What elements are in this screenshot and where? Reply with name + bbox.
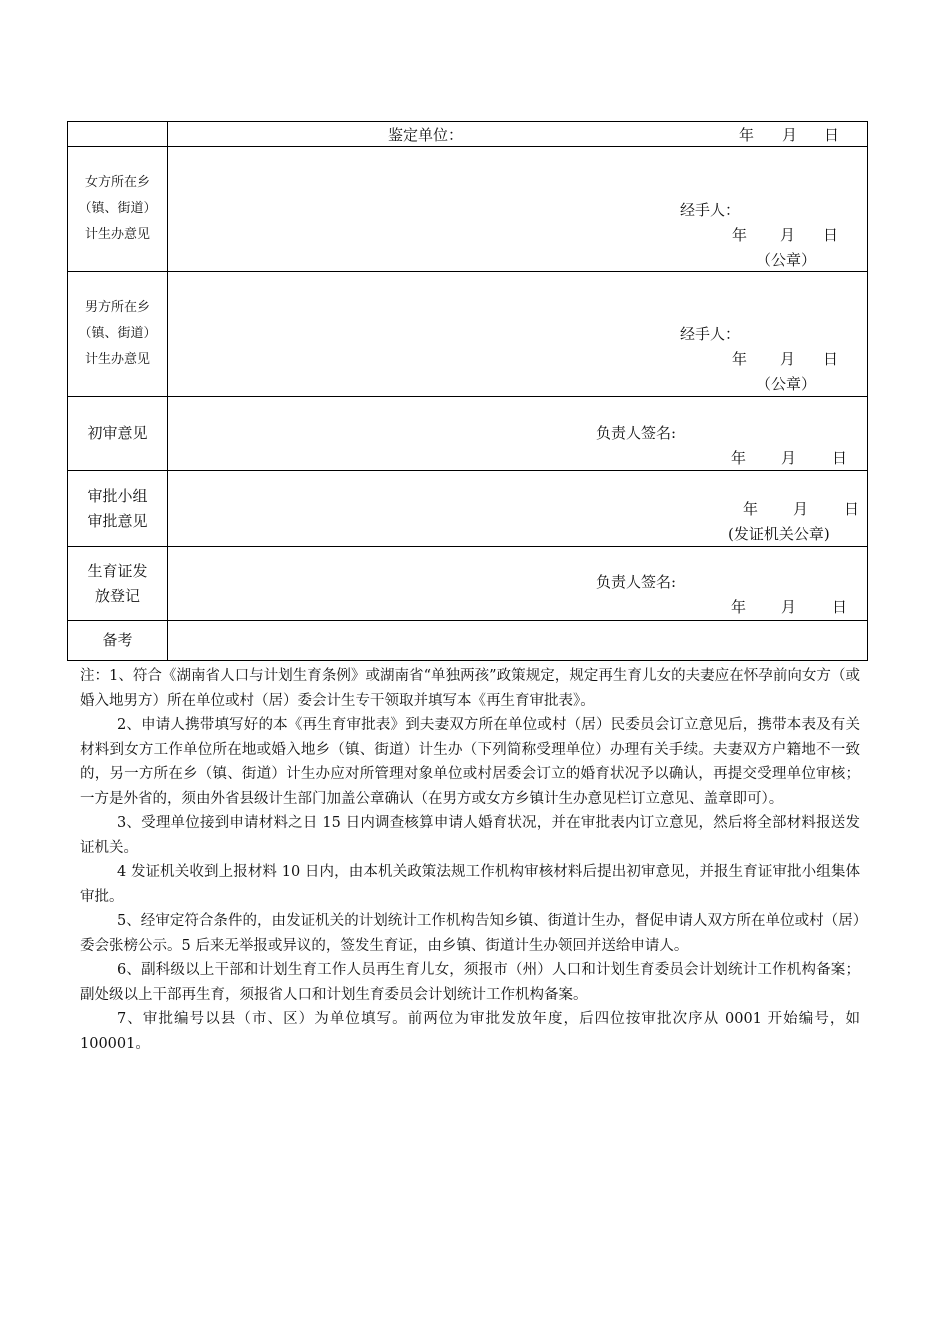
approval-group-row <box>68 471 867 547</box>
approval-group-label <box>68 471 168 546</box>
date-day: 日 <box>823 226 839 244</box>
label-line: 女方所在乡 <box>84 175 150 190</box>
date-year: 年 <box>732 226 748 244</box>
preliminary-review-label <box>68 397 168 470</box>
date-day: 日 <box>823 350 839 368</box>
remarks-label <box>68 621 168 660</box>
appraisal-unit-label: 鉴定单位： <box>388 126 464 144</box>
note-paragraph: 5、经审定符合条件的，由发证机关的计划统计工作机构告知乡镇、街道计生办，督促申请人双方所在单位或村（居）委会张榜公示。5 后来无举报或异议的，签发生育证，由乡镇、街道计生办领回并送给申请人。 <box>80 913 860 954</box>
handler-label: 经手人： <box>680 325 741 343</box>
note-paragraph: 6、副科级以上干部和计划生育工作人员再生育儿女，须报市（州）人口和计划生育委员会计划统计工作机构备案；副处级以上干部再生育，须报省人口和计划生育委员会计划统计工作机构备案。 <box>80 962 860 1003</box>
date-year: 年 <box>743 500 759 518</box>
appraisal-row <box>68 122 867 147</box>
label-line: 男方所在乡 <box>84 300 150 315</box>
issuing-authority-seal-label: (发证机关公章) <box>728 525 830 543</box>
birth-certificate-registration-row <box>68 547 867 621</box>
date-year: 年 <box>731 598 747 616</box>
date-day: 日 <box>844 500 860 518</box>
birth-certificate-label <box>68 547 168 620</box>
male-township-label <box>68 272 168 396</box>
label-line: 放登记 <box>94 586 140 605</box>
preliminary-review-row <box>68 397 867 471</box>
label-line: （镇、街道） <box>78 326 157 341</box>
note-paragraph: 4 发证机关收到上报材料 10 日内，由本机关政策法规工作机构审核材料后提出初审意见，并报生育证审批小组集体审批。 <box>80 864 860 905</box>
official-seal-label: （公章） <box>756 375 817 393</box>
official-seal-label: （公章） <box>756 251 817 269</box>
note-paragraph: 2、申请人携带填写好的本《再生育审批表》到夫妻双方所在单位或村（居）民委员会订立意见后，携带本表及有关材料到女方工作单位所在地或婚入地乡（镇、街道）计生办（下列简称受理单位）办理有关手续。夫妻双方户籍地不一致的，另一方所在乡（镇、街道）计生办应对所管理对象单位或村居委会订立的婚育状况予以确认，再提交受理单位审核；一方是外省的，须由外省县级计生部门加盖公章确认（在男方或女方乡镇计生办意见栏订立意见、盖章即可）。 <box>80 717 860 807</box>
date-year: 年 <box>731 449 747 467</box>
date-month: 月 <box>782 126 798 144</box>
date-year: 年 <box>739 126 755 144</box>
handler-label: 经手人： <box>680 201 741 219</box>
date-day: 日 <box>824 126 840 144</box>
date-year: 年 <box>732 350 748 368</box>
label-line: 备考 <box>102 631 133 649</box>
label-line: 初审意见 <box>87 424 148 442</box>
female-township-label <box>68 147 168 271</box>
remarks-row <box>68 621 867 660</box>
date-day: 日 <box>832 449 848 467</box>
label-line: 计生办意见 <box>84 352 150 367</box>
note-paragraph: 注：1、符合《湖南省人口与计划生育条例》或湖南省“单独两孩”政策规定，规定再生育儿女的夫妻应在怀孕前向女方（或婚入地男方）所在单位或村（居）委会计生专干领取并填写本《再生育审批表》。 <box>80 668 860 709</box>
signer-label: 负责人签名: <box>596 424 677 442</box>
label-line: 审批意见 <box>87 511 148 530</box>
signer-label: 负责人签名: <box>596 573 677 591</box>
approval-form-table <box>67 121 868 661</box>
label-line: （镇、街道） <box>78 201 157 216</box>
date-month: 月 <box>780 226 796 244</box>
notes-section <box>80 664 860 1056</box>
label-line: 计生办意见 <box>84 227 150 242</box>
female-township-opinion-row <box>68 147 867 272</box>
note-paragraph: 7、审批编号以县（市、区）为单位填写。前两位为审批发放年度，后四位按审批次序从 0001 开始编号，如 100001。 <box>80 1011 860 1052</box>
date-month: 月 <box>780 350 796 368</box>
date-month: 月 <box>781 449 797 467</box>
date-day: 日 <box>832 598 848 616</box>
label-line: 审批小组 <box>87 486 148 505</box>
note-paragraph: 3、受理单位接到申请材料之日 15 日内调查核算申请人婚育状况，并在审批表内订立意见，然后将全部材料报送发证机关。 <box>80 815 860 856</box>
male-township-opinion-row <box>68 272 867 397</box>
empty-label-cell <box>68 122 168 146</box>
date-month: 月 <box>781 598 797 616</box>
label-line: 生育证发 <box>87 561 148 580</box>
date-month: 月 <box>793 500 809 518</box>
